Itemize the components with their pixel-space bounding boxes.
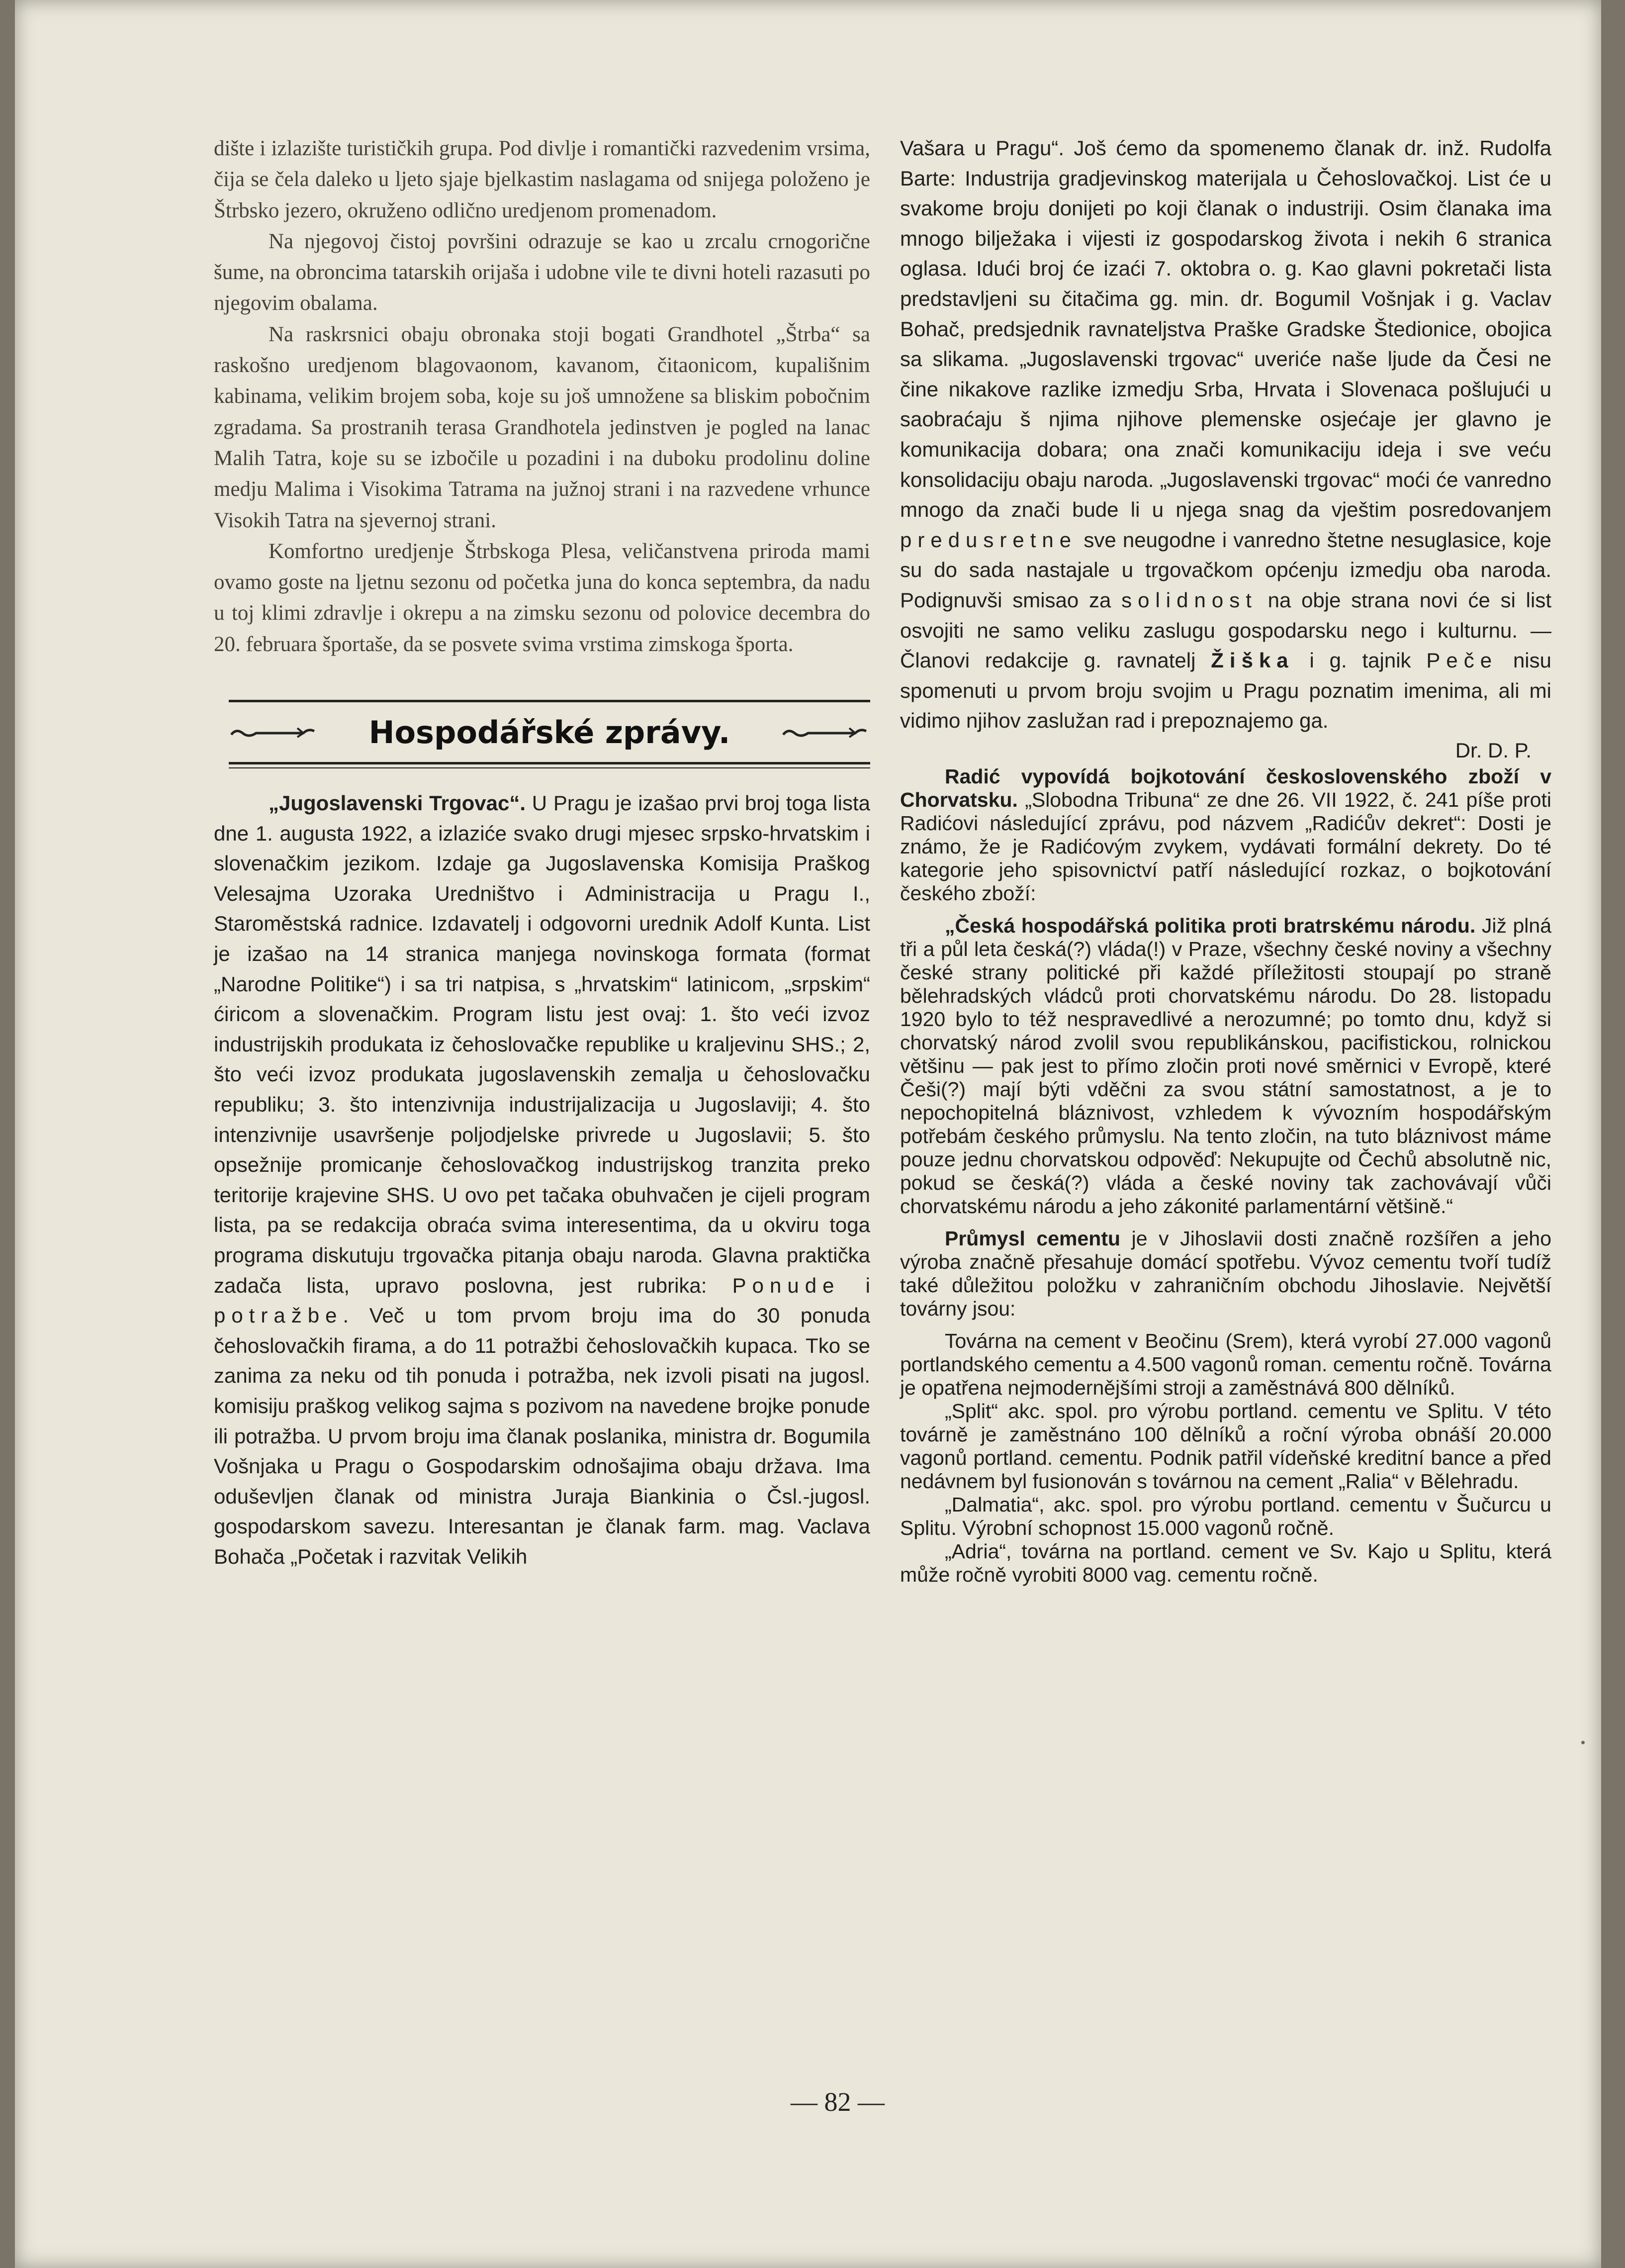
factory-paragraph: „Split“ akc. spol. pro výrobu portland. cementu ve Splitu. V této továrně je zaměstnáno 100 dělníků a roční výroba obnáší 20.000 vagonů portland. cementu. Podnik patřil vídeňské kreditní bance a před nedávnem byl fusionován s továrnou na cement „Ralia“ v Bělehradu. [900,1399,1551,1493]
rubric-ponude: Ponude [732,1273,840,1297]
intro-paragraph: dište i izlazište turističkih grupa. Pod divlje i romantički razvedenim vrsima, čija se čela daleko u ljeto sjaje bjelkastim naslagama od snijega položeno je Štrbsko jezero, okruženo odlično uredjenom promenadom. [214,137,870,222]
heading-rule-bottom [229,762,870,764]
article-radic [900,765,1551,905]
page-number: — 82 — [791,2087,885,2117]
spaced-word: solidnost [1121,588,1258,612]
factory-paragraph: „Adria“, továrna na portland. cement ve Sv. Kajo u Splitu, která může ročně vyrobiti 8000 vag. cementu ročně. [900,1539,1551,1586]
article-jugoslavenski-trgovac [214,788,870,1572]
article-text: Již plná tři a půl leta česká(?) vláda(!) v Praze, všechny české noviny a všechny české strany politické při každé příležitosti stoupají po straně bělehradských vládců proti chorvatskému národu. Do 28. listopadu 1920 bylo to též nespravedlivé a nerozumné; po tomto dnu, když si chorvatský národ zvolil svou republikánskou, pacifistickou, rolnickou většinu — pak jest to přímo zločin proti nové směrnici v Evropě, které Češi(?) mají býti vděčni za svou státní samostatnost, a je to nepochopitelná bláznivost, vzhledem k vývozním hospodářským potřebám českého průmyslu. Na tento zločin, na tuto bláznivost máme pouze jednu chorvatskou odpověď: Nekupujte od Čechů absolutně nic, pokud se česká(?) vláda a české noviny tak zachovávají vůči chorvatskému národu a jeho zákonité parlamentární většině.“ [900,914,1551,1218]
spaced-word: predusretne [900,528,1078,552]
article-text: . Več u tom prvom broju ima do 30 ponuda čehoslovačkih firama, a do 11 potražbi čehoslovačkih kupaca. Tko se zanima za neku od tih ponuda i potražba, nek izvoli pisati na jugosl. komisiju praškog velikog sajma s pozivom na navedene brojke ponude ili potražba. U prvom broju ima članak poslanika, ministra dr. Bogumila Vošnjaka u Pragu o Gospodarskim odnošajima obaju država. Ima oduševljen članak od ministra Juraja Biankinia o Čsl.-jugosl. gospodarskom savezu. Interesantan je članak farm. mag. Vaclava Bohača „Početak i razvitak Velikih [214,1304,870,1568]
quote-title: „Česká hospodářská politika proti bratrskému národu. [945,914,1476,937]
flourish-icon [229,722,318,742]
page-sheet [15,0,1601,2268]
article-title: Radić vypovídá bojkotování československého zboží v Chorvatsku. [900,764,1551,811]
section-heading [229,700,870,768]
article-title: Průmysl cementu [945,1227,1121,1250]
intro-paragraph: Na njegovoj čistoj površini odrazuje se kao u zrcalu crnogorične šume, na obroncima tatarskih orijaša i udobne vile te divni hoteli razasuti po njegovim obalama. [214,229,870,315]
article-text: na obje strana novi će si list osvojiti ne samo veliku zaslugu gospodarsku nego i kulturnu. — Članovi redakcije g. ravnatelj [900,588,1551,672]
article-text: nisu spomenuti u prvom broju svojim u Pragu poznatim imenima, ali mi vidimo njihov zaslužan rad i prepoznajemo ga. [900,649,1552,733]
article-text: sve neugodne i vanredno štetne nesuglasice, koje su do sada nastajale u trgovačkom općenju izmedju oba naroda. Podignuvši smisao za [900,528,1551,612]
intro-paragraph: Komfortno uredjenje Štrbskoga Plesa, veličanstvena priroda mami ovamo goste na ljetnu sezonu od početka juna do konca septembra, da nadu u toj klimi zdravlje i okrepu a na zimsku sezonu od polovice decembra do 20. februara športaše, da se posvete svima vrstima zimskoga športa. [214,539,870,656]
spaced-name: Peče [1426,649,1498,672]
article-text: Vašara u Pragu“. Još ćemo da spomenemo članak dr. inž. Rudolfa Barte: Industrija gradjevinskog materijala u Čehoslovačkoj. List će u svakome broju donijeti po koji članak o industriji. Osim članaka ima mnogo bilježaka i vijesti iz gospodarskog života i nekih 6 stranica oglasa. Idući broj će izaći 7. oktobra o. g. Kao glavni pokretači lista predstavljeni su čitačima gg. min. dr. Bogumil Vošnjak i g. Vaclav Bohač, predsjednik ravnateljstva Praške Gradske Štedionice, obojica sa slikama. „Jugoslavenski trgovac“ uveriće naše ljude da Česi ne čine nikakove razlike izmedju Srba, Hrvata i Slovenaca pošlujući u saobraćaju š njima njihove plemenske osjećaje jer glavno je komunikacija dobara; ona znači komunikaciju ideja i sve veću konsolidaciju obaju naroda. „Jugoslavenski trgovac“ moći će vanredno mnogo da znači bude li u njega snag da vještim posredovanjem [900,136,1551,522]
factory-paragraph: „Dalmatia“, akc. spol. pro výrobu portland. cementu v Šučurcu u Splitu. Výrobní schopnost 15.000 vagonů ročně. [900,1493,1551,1539]
right-column [900,133,1551,1587]
article-text: „Slobodna Tribuna“ ze dne 26. VII 1922, č. 241 píše proti Radićovi následující zprávu, pod názvem „Radićův dekret“: Dosti je známo, že je Radićovým zvykem, vydávati formální dekrety. Do té kategorie jeho spisovnictví patří následující rozkaz, o bojkotování českého zboží: [900,788,1551,905]
flourish-icon [781,722,870,742]
rubric-potrazbe: potražbe [214,1304,343,1327]
signature: Dr. D. P. [1455,738,1532,762]
paper-speck [1581,1741,1585,1744]
section-title: Hospodářské zprávy. [368,714,730,751]
article-text: i g. tajnik [1294,649,1427,672]
factory-paragraph: Továrna na cement v Beočinu (Srem), která vyrobí 27.000 vagonů portlandského cementu a 4.500 vagonů roman. cementu ročně. Továrna je opatřena nejmodernějšími stroji a zaměstnává 800 dělníků. [900,1329,1551,1399]
intro-paragraph: Na raskrsnici obaju obronaka stoji bogati Grandhotel „Štrba“ sa raskošno uredjenom blagovaonom, kavanom, čitaonicom, kupališnim kabinama, velikim brojem soba, koje su još umnožene sa bliskim pobočnim zgradama. Sa prostranih terasa Grandhotela jedinstven je pogled na lanac Malih Tatra, koje su se izbočile u pozadini i na duboku prodolinu doline medju Malima i Visokima Tatrama na južnoj strani i na razvedene vrhunce Visokih Tatra na sjevernoj strani. [214,322,870,532]
article-continuation [900,133,1551,736]
article-text: U Pragu je izašao prvi broj toga lista dne 1. augusta 1922, a izlaziće svako drugi mjesec srpsko-hrvatskim i slovenačkim jezikom. Izdaje ga Jugoslavenska Komisija Praškog Velesajma Uzoraka Uredništvo i Administracija u Pragu I., Staroměstská radnice. Izdavatelj i odgovorni urednik Adolf Kunta. List je izašao na 14 stranica manjega novinskoga formata (format „Narodne Politike“) i sa tri natpisa, s „hrvatskim“ latinicom, „srpskim“ ćiricom a slovenačkim. Program listu jest ovaj: 1. što veći izvoz industrijskih produkata iz čehoslovačke republike u kraljevinu SHS.; 2, što veći izvoz produkata jugoslavenskih zemalja u čehoslovačku republiku; 3. što intenzivnija industrijalizacija u Jugoslaviji; 4. što intenzivnije usavršenje poljodjelske privrede u Jugoslavii; 5. što opsežnije promicanje čehoslovačkog industrijskog tranzita preko teritorije krajevine SHS. U ovo pet tačaka obuhvačen je cijeli program lista, pa se redakcija obraća svima interesentima, da u okviru toga programa diskutuju trgovačka pitanja obaju naroda. Glavna praktička zadača lista, upravo poslovna, jest rubrika: [214,791,870,1297]
left-column [214,133,870,1572]
heading-rule-thin [229,767,870,768]
spaced-name: Žiška [1211,649,1294,672]
article-quote [900,914,1551,1218]
article-title: „Jugoslavenski Trgovac“. [269,791,526,815]
article-cement [900,1227,1551,1321]
rubric-joiner: i [840,1273,870,1297]
article-text: je v Jihoslavii dosti značně rozšířen a jeho výroba značně přesahuje domácí spotřebu. Vývoz cementu tvoří tudíž také důležitou položku v zahraničním obchodu Jihoslavie. Největší továrny jsou: [900,1227,1551,1320]
